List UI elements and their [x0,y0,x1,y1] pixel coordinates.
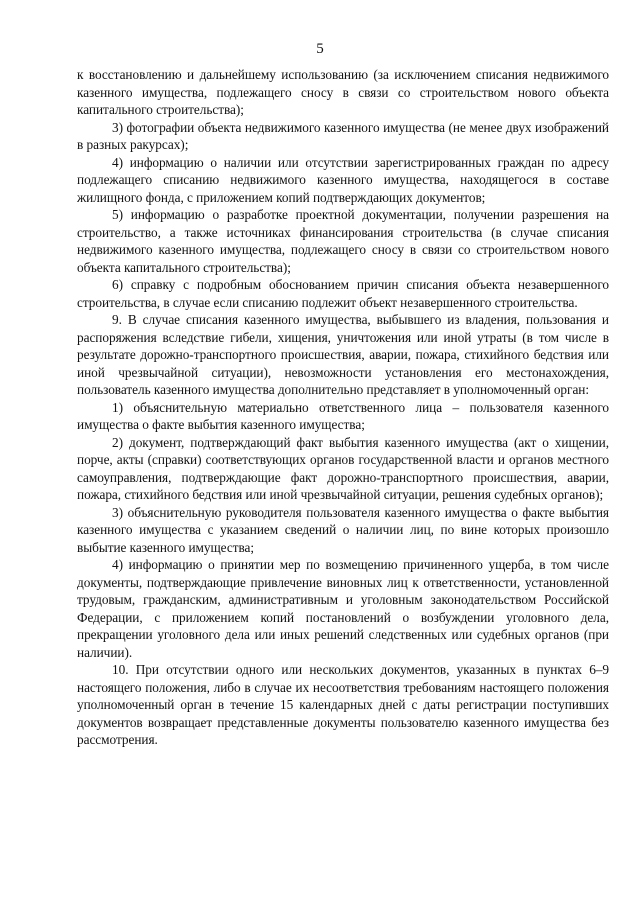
document-body [77,66,609,749]
clause-9-item-4: 4) информацию о принятии мер по возмещению причиненного ущерба, в том числе документы, подтверждающие привлечение виновных лиц к ответственности, установленной трудовым, гражданским, административным и уголовным законодательством Российской Федерации, с приложением копий постановлений о возбуждении уголовного дела, прекращении уголовного дела или иных решений следственных или судебных органов (при наличии). [77,557,609,660]
clause-9-item-1: 1) объяснительную материально ответственного лица – пользователя казенного имущества о факте выбытия казенного имущества; [77,399,609,432]
clause-10: 10. При отсутствии одного или нескольких документов, указанных в пунктах 6–9 настоящего положения, либо в случае их несоответствия требованиям настоящего положения уполномоченный орган в течение 15 календарных дней с даты регистрации поступивших документов возвращает представленные документы пользователю казенного имущества без рассмотрения. [77,662,609,747]
clause-9: 9. В случае списания казенного имущества, выбывшего из владения, пользования и распоряжения вследствие гибели, хищения, уничтожения или иной утраты (в том числе в результате дорожно-транспортного происшествия, аварии, пожара, стихийного бедствия или иной чрезвычайной ситуации), невозможности установления его местонахождения, пользователь казенного имущества дополнительно представляет в уполномоченный орган: [77,312,609,397]
page-number: 5 [316,41,324,57]
list-item-6-justification: 6) справку с подробным обоснованием причин списания объекта незавершенного строительства, в случае если списанию подлежит объект незавершенного строительства. [77,277,609,310]
paragraph-continuation: к восстановлению и дальнейшему использованию (за исключением списания недвижимого казенного имущества, подлежащего сносу в связи со строительством нового объекта капитального строительства); [77,67,609,117]
clause-9-item-2: 2) документ, подтверждающий факт выбытия казенного имущества (акт о хищении, порче, акты (справки) соответствующих органов государственной власти и органов местного самоуправления, подтверждающие факт дорожно-транспортного происшествия, аварии, пожара, стихийного бедствия или иной чрезвычайной ситуации, решения судебных органов); [77,434,609,502]
list-item-5-project-documentation: 5) информацию о разработке проектной документации, получении разрешения на строительство, а также источниках финансирования строительства (в случае списания недвижимого казенного имущества, подлежащего сносу в связи со строительством нового объекта капитального строительства); [77,207,609,275]
list-item-3-photos: 3) фотографии объекта недвижимого казенного имущества (не менее двух изображений в разных ракурсах); [77,119,609,152]
clause-9-item-3: 3) объяснительную руководителя пользователя казенного имущества о факте выбытия казенного имущества с указанием сведений о наличии лиц, по вине которых произошло выбытие казенного имущества; [77,504,609,555]
list-item-4-registered-citizens: 4) информацию о наличии или отсутствии зарегистрированных граждан по адресу подлежащего списанию недвижимого казенного имущества, находящегося в составе жилищного фонда, с приложением копий подтверждающих документов; [77,154,609,205]
